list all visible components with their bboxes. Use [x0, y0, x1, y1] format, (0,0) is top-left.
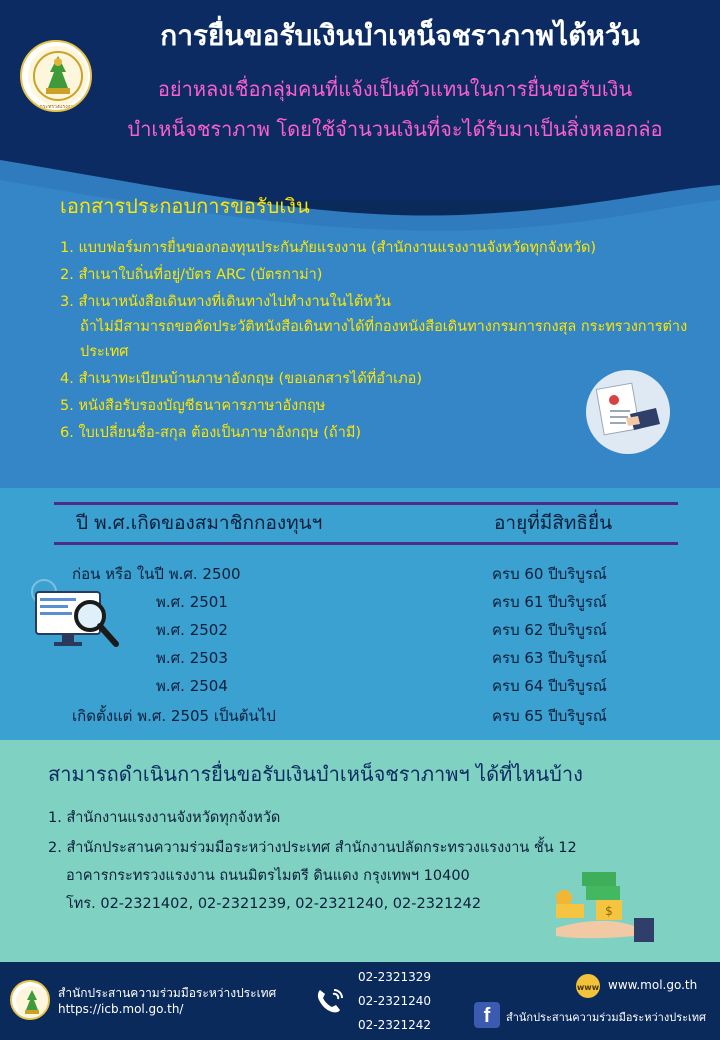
- document-item: [60, 290, 700, 365]
- document-handover-icon: [586, 370, 670, 454]
- footer-org-url[interactable]: https://icb.mol.go.th/: [58, 1002, 184, 1016]
- document-item: 1. แบบฟอร์มการยื่นของกองทุนประกันภัยแรงงาน (สำนักงานแรงงานจังหวัดทุกจังหวัด): [60, 240, 597, 256]
- documents-heading: เอกสารประกอบการขอรับเงิน: [60, 194, 310, 218]
- document-item-text: 3. สำเนาหนังสือเดินทางที่เดินทางไปทำงานในไต้หวัน: [60, 294, 391, 310]
- document-item: 5. หนังสือรับรองบัญชีธนาคารภาษาอังกฤษ: [60, 398, 326, 414]
- footer: [0, 962, 720, 1040]
- eligibility-section: [0, 488, 720, 740]
- monitor-search-icon: [22, 574, 126, 658]
- document-item-note: ถ้าไม่มีสามารถขอคัดประวัติหนังสือเดินทางได้ที่กองหนังสือเดินทางกรมการกงสุล กระทรวงการต่างประเทศ: [80, 319, 688, 360]
- footer-website[interactable]: www.mol.go.th: [608, 978, 698, 992]
- ministry-emblem-icon: [20, 40, 92, 112]
- row-age: ครบ 65 ปีบริบูรณ์: [492, 707, 607, 725]
- document-item: 2. สำเนาใบถิ่นที่อยู่/บัตร ARC (บัตรกาม่า): [60, 267, 323, 283]
- row-year: เกิดตั้งแต่ พ.ศ. 2505 เป็นต้นไป: [72, 707, 276, 725]
- where-item-2-address: อาคารกระทรวงแรงงาน ถนนมิตรไมตรี ดินแดง กรุงเทพฯ 10400: [66, 868, 470, 884]
- globe-icon: [574, 972, 602, 1000]
- money-hand-icon: [552, 866, 658, 946]
- page-title: การยื่นขอรับเงินบำเหน็จชราภาพไต้หวัน: [160, 19, 640, 52]
- warning-line-2: บำเหน็จชราภาพ โดยใช้จำนวนเงินที่จะได้รับมาเป็นสิ่งหลอกล่อ: [127, 117, 663, 141]
- where-item-1: 1. สำนักงานแรงงานจังหวัดทุกจังหวัด: [48, 810, 281, 826]
- row-year: พ.ศ. 2501: [156, 593, 228, 611]
- row-age: ครบ 62 ปีบริบูรณ์: [492, 621, 607, 639]
- footer-phone-2: 02-2321240: [358, 994, 432, 1008]
- documents-section: [0, 160, 720, 490]
- table-row: [0, 674, 720, 702]
- emblem-caption: กระทรวงแรงงาน: [39, 104, 77, 110]
- footer-phone-1: 02-2321329: [358, 970, 432, 984]
- table-top-rule: [54, 502, 678, 505]
- where-item-2: 2. สำนักประสานความร่วมมือระหว่างประเทศ สำนักงานปลัดกระทรวงแรงงาน ชั้น 12: [48, 840, 577, 856]
- row-age: ครบ 61 ปีบริบูรณ์: [492, 593, 607, 611]
- document-item: 6. ใบเปลี่ยนชื่อ-สกุล ต้องเป็นภาษาอังกฤษ (ถ้ามี): [60, 425, 362, 441]
- where-item-2-phone: โทร. 02-2321402, 02-2321239, 02-2321240, 02-2321242: [66, 896, 482, 912]
- facebook-icon[interactable]: f: [474, 1002, 500, 1028]
- table-row: [0, 704, 720, 732]
- row-year: พ.ศ. 2504: [156, 677, 228, 695]
- svg-text:$: $: [605, 904, 613, 918]
- row-age: ครบ 64 ปีบริบูรณ์: [492, 677, 607, 695]
- where-section: [0, 740, 720, 962]
- table-header-rule: [54, 542, 678, 545]
- svg-text:www: www: [576, 983, 600, 992]
- footer-phone-3: 02-2321242: [358, 1018, 432, 1032]
- row-year: ก่อน หรือ ในปี พ.ศ. 2500: [72, 565, 241, 583]
- row-year: พ.ศ. 2502: [156, 621, 228, 639]
- document-item: 4. สำเนาทะเบียนบ้านภาษาอังกฤษ (ขอเอกสารได้ที่อำเภอ): [60, 371, 423, 387]
- footer-facebook[interactable]: สำนักประสานความร่วมมือระหว่างประเทศ: [506, 1011, 707, 1024]
- row-age: ครบ 60 ปีบริบูรณ์: [492, 565, 607, 583]
- footer-emblem-icon: [10, 980, 50, 1020]
- footer-org-name: สำนักประสานความร่วมมือระหว่างประเทศ: [58, 986, 277, 1000]
- where-heading: สามารถดำเนินการยื่นขอรับเงินบำเหน็จชราภาพฯ ได้ที่ไหนบ้าง: [48, 762, 583, 786]
- table-header-year: ปี พ.ศ.เกิดของสมาชิกกองทุนฯ: [76, 512, 323, 534]
- phone-icon: [312, 984, 346, 1018]
- table-header-age: อายุที่มีสิทธิยื่น: [494, 512, 613, 534]
- row-age: ครบ 63 ปีบริบูรณ์: [492, 649, 607, 667]
- row-year: พ.ศ. 2503: [156, 649, 228, 667]
- warning-line-1: อย่าหลงเชื่อกลุ่มคนที่แจ้งเป็นตัวแทนในการยื่นขอรับเงิน: [157, 77, 633, 101]
